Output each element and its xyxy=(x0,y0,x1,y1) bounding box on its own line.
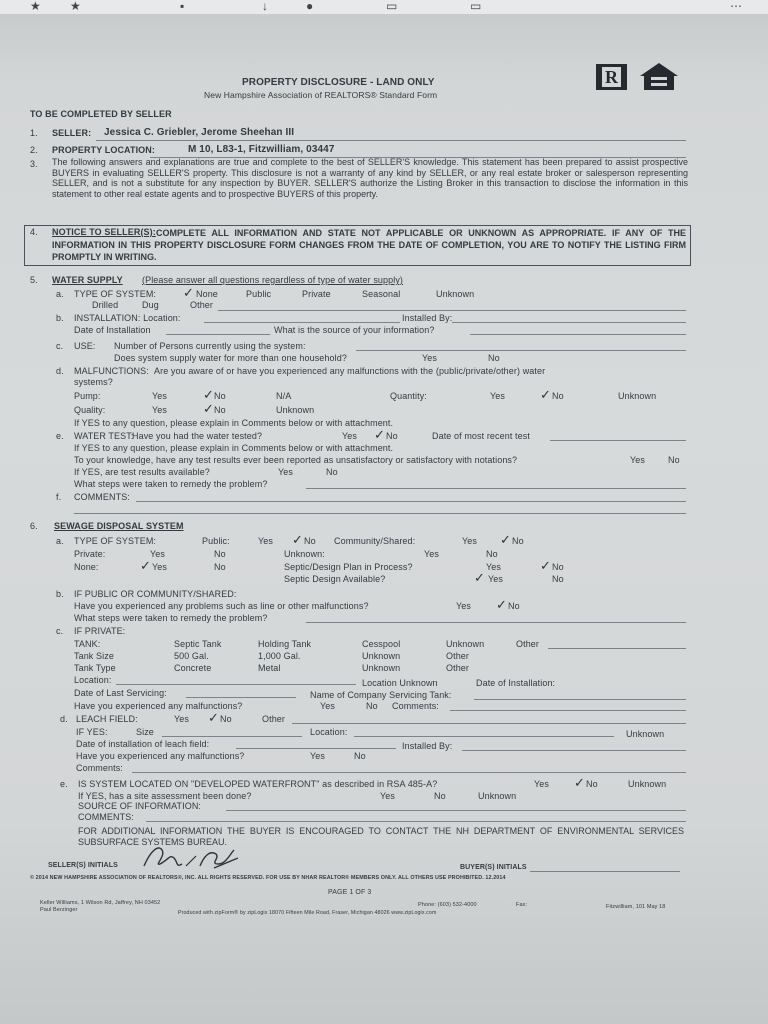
opt-no: No xyxy=(508,601,520,611)
checkmark-icon[interactable]: ✓ xyxy=(203,401,214,416)
date-install-label: Date of Installation xyxy=(74,325,151,335)
opt-concrete: Concrete xyxy=(174,663,212,673)
opt-no: No xyxy=(552,391,564,401)
opt-unknown: Unknown xyxy=(446,639,485,649)
opt-dug: Dug xyxy=(142,300,159,310)
if-yes-note: If YES to any question, please explain in Comments below or with attachment. xyxy=(74,418,394,428)
agent-name: Paul Berzinger xyxy=(40,907,78,913)
opt-no: No xyxy=(214,549,226,559)
underline xyxy=(166,334,270,335)
form-title: PROPERTY DISCLOSURE - LAND ONLY xyxy=(242,77,435,88)
item-letter: d. xyxy=(56,366,64,376)
opt-none: None xyxy=(196,289,218,299)
opt-yes: Yes xyxy=(490,391,505,401)
comments-label: Comments: xyxy=(76,763,123,773)
notice-label: NOTICE TO SELLER(S): xyxy=(52,227,156,237)
malfunctions-question: Have you experienced any malfunctions? xyxy=(76,751,245,761)
item-letter: a. xyxy=(56,536,64,546)
opt-yes: Yes xyxy=(152,391,167,401)
opt-yes: Yes xyxy=(534,779,549,789)
install-location-label: INSTALLATION: Location: xyxy=(74,313,181,323)
num-persons-label: Number of Persons currently using the system: xyxy=(114,341,306,351)
opt-yes: Yes xyxy=(422,353,437,363)
opt-unknown: Unknown xyxy=(362,663,401,673)
underline xyxy=(74,513,686,514)
item-number: 4. xyxy=(30,227,38,237)
seller-value[interactable]: Jessica C. Griebler, Jerome Sheehan III xyxy=(104,127,295,138)
opt-unknown: Unknown xyxy=(478,791,517,801)
opt-no: No xyxy=(586,779,598,789)
item-letter: c. xyxy=(56,341,64,351)
opt-seasonal: Seasonal xyxy=(362,289,401,299)
opt-other: Other xyxy=(262,714,286,724)
tank-label: TANK: xyxy=(74,639,101,649)
malfunctions-label: MALFUNCTIONS: xyxy=(74,366,149,376)
opt-no: No xyxy=(220,714,232,724)
underline xyxy=(548,648,686,649)
sewage-heading: SEWAGE DISPOSAL SYSTEM xyxy=(54,521,184,531)
water-test-question: Have you had the water tested? xyxy=(132,431,263,441)
source-label: SOURCE OF INFORMATION: xyxy=(78,801,202,811)
opt-yes: Yes xyxy=(174,714,189,724)
date-installation-label: Date of Installation: xyxy=(476,678,556,688)
opt-no: No xyxy=(486,549,498,559)
opt-no: No xyxy=(434,791,446,801)
checkmark-icon[interactable]: ✓ xyxy=(496,597,507,612)
leach-field-label: LEACH FIELD: xyxy=(76,714,138,724)
underline xyxy=(236,748,396,749)
opt-no: No xyxy=(552,562,564,572)
box-icon: ▭ xyxy=(386,0,398,13)
opt-yes: Yes xyxy=(152,562,167,572)
opt-no: No xyxy=(512,536,524,546)
opt-other: Other xyxy=(446,651,470,661)
circle-icon: ● xyxy=(306,0,314,13)
underline xyxy=(96,140,686,141)
arrow-icon: ↓ xyxy=(262,0,268,13)
opt-yes: Yes xyxy=(424,549,439,559)
none-label: None: xyxy=(74,562,99,572)
private-label: Private: xyxy=(74,549,106,559)
date-recent-test-label: Date of most recent test xyxy=(432,431,530,441)
opt-yes: Yes xyxy=(342,431,357,441)
assessment-question: If YES, has a site assessment been done? xyxy=(78,791,252,801)
water-heading: WATER SUPPLY xyxy=(52,275,123,285)
checkmark-icon[interactable]: ✓ xyxy=(183,285,194,300)
notice-text: COMPLETE ALL INFORMATION AND STATE NOT APPLICABLE OR UNKNOWN AS APPROPRIATE. IF ANY OF THE INFORMATION IN THIS PROPERTY DISCLOSURE FORM CHANGES FROM THE DATE OF COMPLETION, YOU ARE TO NOTIFY THE LISTING FIRM PROMPTLY IN WRITING. xyxy=(52,228,686,262)
buyer-initials-label: BUYER(S) INITIALS xyxy=(460,864,527,871)
quantity-label: Quantity: xyxy=(390,391,427,401)
opt-yes: Yes xyxy=(488,574,503,584)
underline xyxy=(530,871,680,872)
opt-yes: Yes xyxy=(456,601,471,611)
source-question: What is the source of your information? xyxy=(274,325,435,335)
opt-unknown: Unknown xyxy=(436,289,475,299)
disclosure-paragraph: The following answers and explanations are true and complete to the best of SELLER'S knowledge. This statement has been prepared to assist prospective BUYERS in evaluating SELLER'S property. This disclosure is not a warranty of any kind by SELLER, or any real estate broker or salesperson representing SELLER, and is not a substitute for any inspection by BUYER. SELLER'S authorize the Listing Broker in this transaction to disclose the information in this statement to other real estate agents and to prospective BUYERS of this property. xyxy=(52,157,688,199)
top-toolbar-strip xyxy=(0,0,768,14)
opt-yes: Yes xyxy=(320,701,335,711)
opt-no: No xyxy=(354,751,366,761)
if-yes-note: If YES to any question, please explain in Comments below or with attachment. xyxy=(74,443,394,453)
problems-question: Have you experienced any problems such as line or other malfunctions? xyxy=(74,601,369,611)
water-type-label: TYPE OF SYSTEM: xyxy=(74,289,157,299)
checkmark-icon[interactable]: ✓ xyxy=(540,558,551,573)
opt-unknown: Unknown xyxy=(626,729,665,739)
underline xyxy=(226,810,686,811)
item-letter: e. xyxy=(60,779,68,789)
item-number: 2. xyxy=(30,145,38,155)
opt-yes: Yes xyxy=(150,549,165,559)
results-question: If YES, are test results available? xyxy=(74,467,210,477)
opt-drilled: Drilled xyxy=(92,300,119,310)
comments-label: COMMENTS: xyxy=(74,492,130,502)
systems-label: systems? xyxy=(74,377,113,387)
quality-label: Quality: xyxy=(74,405,106,415)
if-public-label: IF PUBLIC OR COMMUNITY/SHARED: xyxy=(74,589,237,599)
underline xyxy=(306,488,686,489)
opt-unknown: Unknown xyxy=(618,391,657,401)
supply-question: Does system supply water for more than one household? xyxy=(114,353,347,363)
underline xyxy=(146,821,686,822)
underline xyxy=(218,310,686,311)
item-letter: b. xyxy=(56,313,64,323)
additional-info-note: FOR ADDITIONAL INFORMATION THE BUYER IS ENCOURAGED TO CONTACT THE NH DEPARTMENT OF ENVIRONMENTAL SERVICES SUBSURFACE SYSTEMS BUREAU. xyxy=(78,826,684,847)
date-leach-label: Date of installation of leach field: xyxy=(76,739,210,749)
steps-question: What steps were taken to remedy the problem? xyxy=(74,613,268,623)
checkmark-icon[interactable]: ✓ xyxy=(574,775,585,790)
opt-other: Other xyxy=(190,300,214,310)
opt-yes: Yes xyxy=(380,791,395,801)
broker-address: Keller Williams, 1 Wilson Rd, Jaffrey, NH 03452 xyxy=(40,900,161,906)
opt-no: No xyxy=(386,431,398,441)
opt-500-gal: 500 Gal. xyxy=(174,651,209,661)
opt-metal: Metal xyxy=(258,663,281,673)
checkmark-icon[interactable]: ✓ xyxy=(208,710,219,725)
star-icon: ★ xyxy=(30,0,41,13)
underline xyxy=(452,322,686,323)
steps-question: What steps were taken to remedy the problem? xyxy=(74,479,268,489)
underline xyxy=(474,699,686,700)
dots-icon: ⋯ xyxy=(730,0,742,13)
item-letter: a. xyxy=(56,289,64,299)
opt-no: No xyxy=(488,353,500,363)
underline xyxy=(204,322,400,323)
opt-yes: Yes xyxy=(152,405,167,415)
opt-unknown: Unknown xyxy=(628,779,667,789)
opt-public: Public xyxy=(246,289,272,299)
date-servicing-label: Date of Last Servicing: xyxy=(74,688,167,698)
equal-housing-logo xyxy=(638,62,680,92)
opt-yes: Yes xyxy=(486,562,501,572)
opt-other: Other xyxy=(446,663,470,673)
company-servicing-label: Name of Company Servicing Tank: xyxy=(310,690,452,700)
septic-plan-question: Septic/Design Plan in Process? xyxy=(284,562,413,572)
seller-initials-signature xyxy=(140,842,242,872)
opt-yes: Yes xyxy=(310,751,325,761)
checkmark-icon[interactable]: ✓ xyxy=(374,427,385,442)
underline xyxy=(132,772,686,773)
star-icon: ★ xyxy=(70,0,81,13)
underline xyxy=(356,350,686,351)
opt-yes: Yes xyxy=(278,467,293,477)
item-letter: e. xyxy=(56,431,64,441)
pump-label: Pump: xyxy=(74,391,101,401)
opt-no: No xyxy=(214,405,226,415)
if-yes-label: IF YES: xyxy=(76,727,108,737)
water-heading-note: (Please answer all questions regardless of type of water supply) xyxy=(142,275,404,285)
item-number: 1. xyxy=(30,128,38,138)
opt-location-unknown: Location Unknown xyxy=(362,678,438,688)
knowledge-question: To your knowledge, have any test results ever been reported as unsatisfactory or satisfactory with notations? xyxy=(74,455,518,465)
opt-no: No xyxy=(366,701,378,711)
item-letter: f. xyxy=(56,492,62,502)
public-label: Public: xyxy=(202,536,230,546)
copyright-notice: © 2014 NEW HAMPSHIRE ASSOCIATION OF REALTORS®, INC. ALL RIGHTS RESERVED. FOR USE BY NHAR REALTOR® MEMBERS ONLY. ALL OTHERS USE PROHIBITED. 12.2014 xyxy=(30,875,506,881)
opt-no: No xyxy=(552,574,564,584)
opt-unknown: Unknown xyxy=(276,405,315,415)
size-label: Size xyxy=(136,727,154,737)
produced-with-note: Produced with zipForm® by zipLogix 18070 Fifteen Mile Road, Fraser, Michigan 48026 www.zipLogix.com xyxy=(178,910,437,916)
opt-no: No xyxy=(214,562,226,572)
item-number: 5. xyxy=(30,275,38,285)
location-label: PROPERTY LOCATION: xyxy=(52,145,155,155)
opt-yes: Yes xyxy=(258,536,273,546)
item-letter: b. xyxy=(56,589,64,599)
checkmark-icon[interactable]: ✓ xyxy=(500,532,511,547)
location-value[interactable]: M 10, L83-1, Fitzwilliam, 03447 xyxy=(188,144,335,155)
opt-no: No xyxy=(668,455,680,465)
unknown-label: Unknown: xyxy=(284,549,325,559)
opt-cesspool: Cesspool xyxy=(362,639,401,649)
underline xyxy=(292,723,686,724)
use-label: USE: xyxy=(74,341,96,351)
sewage-type-label: TYPE OF SYSTEM: xyxy=(74,536,157,546)
tank-type-label: Tank Type xyxy=(74,663,116,673)
opt-other: Other xyxy=(516,639,540,649)
location-label: Location: xyxy=(74,675,112,685)
item-letter: c. xyxy=(56,626,64,636)
opt-septic-tank: Septic Tank xyxy=(174,639,222,649)
underline xyxy=(116,684,356,685)
checkmark-icon[interactable]: ✓ xyxy=(292,532,303,547)
realtor-logo: R xyxy=(596,64,627,90)
opt-no: No xyxy=(326,467,338,477)
community-label: Community/Shared: xyxy=(334,536,416,546)
water-test-label: WATER TEST: xyxy=(74,431,134,441)
installed-by-label: Installed By: xyxy=(402,741,453,751)
underline xyxy=(470,334,686,335)
underline xyxy=(162,736,302,737)
underline xyxy=(306,622,686,623)
underline xyxy=(450,710,686,711)
opt-na: N/A xyxy=(276,391,292,401)
tank-size-label: Tank Size xyxy=(74,651,114,661)
opt-unknown: Unknown xyxy=(362,651,401,661)
comments-inline-label: Comments: xyxy=(392,701,439,711)
comments-label: COMMENTS: xyxy=(78,812,134,822)
opt-private: Private xyxy=(302,289,331,299)
opt-holding-tank: Holding Tank xyxy=(258,639,312,649)
box-icon: ▭ xyxy=(470,0,482,13)
opt-1000-gal: 1,000 Gal. xyxy=(258,651,301,661)
listing-name: Fitzwilliam, 101 May 18 xyxy=(606,904,666,910)
opt-no: No xyxy=(304,536,316,546)
underline xyxy=(462,750,686,751)
item-number: 3. xyxy=(30,159,38,169)
malfunctions-question: Are you aware of or have you experienced any malfunctions with the (public/private/other) water xyxy=(154,366,546,376)
location-label: Location: xyxy=(310,727,348,737)
installed-by-label: Installed By: xyxy=(402,313,453,323)
underline xyxy=(550,440,686,441)
broker-phone: Phone: (603) 532-4000 xyxy=(418,902,477,908)
if-private-label: IF PRIVATE: xyxy=(74,626,126,636)
item-letter: d. xyxy=(60,714,68,724)
underline xyxy=(136,501,686,502)
page-number: PAGE 1 OF 3 xyxy=(328,889,372,896)
seller-initials-label: SELLER(S) INITIALS xyxy=(48,862,118,869)
opt-yes: Yes xyxy=(630,455,645,465)
opt-no: No xyxy=(214,391,226,401)
malfunctions-question: Have you experienced any malfunctions? xyxy=(74,701,243,711)
form-subtitle: New Hampshire Association of REALTORS® Standard Form xyxy=(204,90,438,100)
to-be-completed: TO BE COMPLETED BY SELLER xyxy=(30,109,172,119)
underline xyxy=(354,736,614,737)
septic-available-question: Septic Design Available? xyxy=(284,574,386,584)
checkmark-icon[interactable]: ✓ xyxy=(474,570,485,585)
seller-label: SELLER: xyxy=(52,128,92,138)
item-number: 6. xyxy=(30,521,38,531)
underline xyxy=(186,697,296,698)
opt-yes: Yes xyxy=(462,536,477,546)
checkmark-icon[interactable]: ✓ xyxy=(140,558,151,573)
waterfront-question: IS SYSTEM LOCATED ON "DEVELOPED WATERFRONT" as described in RSA 485-A? xyxy=(78,779,438,789)
checkmark-icon[interactable]: ✓ xyxy=(203,387,214,402)
broker-fax: Fax: xyxy=(516,902,528,908)
checkmark-icon[interactable]: ✓ xyxy=(540,387,551,402)
square-icon: ▪ xyxy=(180,0,185,13)
